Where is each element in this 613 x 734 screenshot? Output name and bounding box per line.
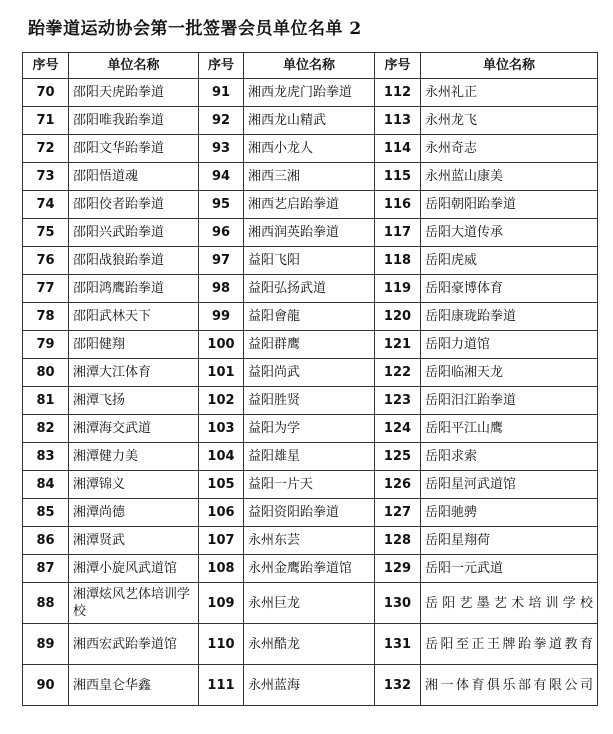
member-unit-name: 益阳胜贤 bbox=[244, 387, 375, 415]
member-number: 82 bbox=[23, 415, 69, 443]
member-number: 76 bbox=[23, 247, 69, 275]
member-unit-name: 湘潭健力美 bbox=[69, 443, 199, 471]
member-unit-name: 永州巨龙 bbox=[244, 583, 375, 624]
table-row bbox=[23, 471, 598, 499]
member-number: 110 bbox=[199, 624, 244, 665]
member-unit-name: 岳阳驰骋 bbox=[421, 499, 598, 527]
member-number: 115 bbox=[375, 163, 421, 191]
member-unit-name: 永州礼正 bbox=[421, 79, 598, 107]
table-row bbox=[23, 247, 598, 275]
member-unit-name: 湘西三湘 bbox=[244, 163, 375, 191]
page-title: 跆拳道运动协会第一批签署会员单位名单 2 bbox=[28, 19, 362, 39]
member-unit-name: 岳阳豪博体育 bbox=[421, 275, 598, 303]
member-number: 98 bbox=[199, 275, 244, 303]
table-row bbox=[23, 583, 598, 624]
member-number: 89 bbox=[23, 624, 69, 665]
member-number: 94 bbox=[199, 163, 244, 191]
member-number: 93 bbox=[199, 135, 244, 163]
member-unit-name: 湘西宏武跆拳道馆 bbox=[69, 624, 199, 665]
member-number: 92 bbox=[199, 107, 244, 135]
member-unit-name: 湘西龙山精武 bbox=[244, 107, 375, 135]
member-number: 109 bbox=[199, 583, 244, 624]
member-unit-name: 岳阳汨江跆拳道 bbox=[421, 387, 598, 415]
member-number: 84 bbox=[23, 471, 69, 499]
member-unit-name: 邵阳唯我跆拳道 bbox=[69, 107, 199, 135]
member-unit-name: 永州东芸 bbox=[244, 527, 375, 555]
table-row bbox=[23, 415, 598, 443]
member-number: 83 bbox=[23, 443, 69, 471]
member-unit-name: 湘潭贤武 bbox=[69, 527, 199, 555]
member-number: 103 bbox=[199, 415, 244, 443]
member-number: 85 bbox=[23, 499, 69, 527]
member-number: 91 bbox=[199, 79, 244, 107]
table-row bbox=[23, 135, 598, 163]
table-row bbox=[23, 443, 598, 471]
member-unit-name: 岳阳求索 bbox=[421, 443, 598, 471]
member-unit-name: 永州蓝山康美 bbox=[421, 163, 598, 191]
member-number: 129 bbox=[375, 555, 421, 583]
member-number: 70 bbox=[23, 79, 69, 107]
member-unit-name: 永州蓝海 bbox=[244, 665, 375, 706]
member-number: 118 bbox=[375, 247, 421, 275]
table-row bbox=[23, 527, 598, 555]
member-unit-name: 邵阳天虎跆拳道 bbox=[69, 79, 199, 107]
table-row bbox=[23, 275, 598, 303]
member-unit-name: 岳阳虎威 bbox=[421, 247, 598, 275]
table-row bbox=[23, 624, 598, 665]
table-row bbox=[23, 555, 598, 583]
member-unit-name: 湘潭锦义 bbox=[69, 471, 199, 499]
member-unit-name: 岳阳力道馆 bbox=[421, 331, 598, 359]
member-unit-name: 益阳尚武 bbox=[244, 359, 375, 387]
member-number: 117 bbox=[375, 219, 421, 247]
member-unit-name: 益阳弘扬武道 bbox=[244, 275, 375, 303]
member-unit-name: 岳阳临湘天龙 bbox=[421, 359, 598, 387]
member-unit-name: 邵阳战狼跆拳道 bbox=[69, 247, 199, 275]
member-number: 130 bbox=[375, 583, 421, 624]
member-number: 97 bbox=[199, 247, 244, 275]
member-unit-name: 湘潭小旋风武道馆 bbox=[69, 555, 199, 583]
member-number: 105 bbox=[199, 471, 244, 499]
member-unit-name: 岳阳康珑跆拳道 bbox=[421, 303, 598, 331]
member-number: 79 bbox=[23, 331, 69, 359]
table-row bbox=[23, 499, 598, 527]
member-unit-name: 永州金鹰跆拳道馆 bbox=[244, 555, 375, 583]
table-row bbox=[23, 79, 598, 107]
member-number: 71 bbox=[23, 107, 69, 135]
table-row bbox=[23, 163, 598, 191]
member-unit-name: 湘西龙虎门跆拳道 bbox=[244, 79, 375, 107]
member-unit-name: 益阳为学 bbox=[244, 415, 375, 443]
member-unit-name: 湘潭大江体育 bbox=[69, 359, 199, 387]
member-number: 127 bbox=[375, 499, 421, 527]
member-unit-name: 邵阳佼者跆拳道 bbox=[69, 191, 199, 219]
member-unit-name: 岳阳至正王牌跆拳道教育 bbox=[421, 624, 598, 665]
member-number: 123 bbox=[375, 387, 421, 415]
member-unit-name: 湘潭尚德 bbox=[69, 499, 199, 527]
member-number: 131 bbox=[375, 624, 421, 665]
member-unit-name: 永州酷龙 bbox=[244, 624, 375, 665]
member-number: 72 bbox=[23, 135, 69, 163]
member-unit-name: 湘一体育俱乐部有限公司 bbox=[421, 665, 598, 706]
header-unit-name: 单位名称 bbox=[421, 53, 598, 79]
member-number: 125 bbox=[375, 443, 421, 471]
header-number: 序号 bbox=[23, 53, 69, 79]
member-unit-name: 岳阳星河武道馆 bbox=[421, 471, 598, 499]
member-unit-name: 岳阳一元武道 bbox=[421, 555, 598, 583]
member-number: 81 bbox=[23, 387, 69, 415]
member-unit-name: 益阳雄星 bbox=[244, 443, 375, 471]
member-unit-name: 岳阳平江山鹰 bbox=[421, 415, 598, 443]
member-unit-name: 益阳會龍 bbox=[244, 303, 375, 331]
table-row bbox=[23, 107, 598, 135]
member-number: 126 bbox=[375, 471, 421, 499]
member-unit-name: 邵阳悟道魂 bbox=[69, 163, 199, 191]
table-row bbox=[23, 303, 598, 331]
table-row bbox=[23, 387, 598, 415]
table-row bbox=[23, 219, 598, 247]
member-unit-name: 邵阳武林天下 bbox=[69, 303, 199, 331]
member-table bbox=[22, 52, 598, 706]
member-number: 113 bbox=[375, 107, 421, 135]
member-number: 111 bbox=[199, 665, 244, 706]
member-number: 102 bbox=[199, 387, 244, 415]
member-unit-name: 岳阳大道传承 bbox=[421, 219, 598, 247]
member-number: 107 bbox=[199, 527, 244, 555]
member-unit-name: 湘潭炫风艺体培训学校 bbox=[69, 583, 199, 624]
member-unit-name: 邵阳健翔 bbox=[69, 331, 199, 359]
member-number: 101 bbox=[199, 359, 244, 387]
member-number: 116 bbox=[375, 191, 421, 219]
header-number: 序号 bbox=[199, 53, 244, 79]
member-unit-name: 邵阳文华跆拳道 bbox=[69, 135, 199, 163]
table-row bbox=[23, 191, 598, 219]
header-number: 序号 bbox=[375, 53, 421, 79]
member-number: 132 bbox=[375, 665, 421, 706]
member-number: 112 bbox=[375, 79, 421, 107]
member-number: 100 bbox=[199, 331, 244, 359]
member-unit-name: 永州奇志 bbox=[421, 135, 598, 163]
member-unit-name: 永州龙飞 bbox=[421, 107, 598, 135]
member-unit-name: 湘潭海交武道 bbox=[69, 415, 199, 443]
table-row bbox=[23, 331, 598, 359]
member-number: 121 bbox=[375, 331, 421, 359]
member-number: 99 bbox=[199, 303, 244, 331]
member-unit-name: 湘西小龙人 bbox=[244, 135, 375, 163]
member-unit-name: 益阳飞阳 bbox=[244, 247, 375, 275]
member-unit-name: 益阳资阳跆拳道 bbox=[244, 499, 375, 527]
member-number: 75 bbox=[23, 219, 69, 247]
member-number: 124 bbox=[375, 415, 421, 443]
member-number: 78 bbox=[23, 303, 69, 331]
member-number: 119 bbox=[375, 275, 421, 303]
member-number: 73 bbox=[23, 163, 69, 191]
table-row bbox=[23, 665, 598, 706]
member-unit-name: 益阳一片天 bbox=[244, 471, 375, 499]
member-unit-name: 益阳群鹰 bbox=[244, 331, 375, 359]
member-number: 104 bbox=[199, 443, 244, 471]
member-number: 95 bbox=[199, 191, 244, 219]
member-number: 122 bbox=[375, 359, 421, 387]
member-number: 106 bbox=[199, 499, 244, 527]
header-unit-name: 单位名称 bbox=[69, 53, 199, 79]
member-unit-name: 湘西润英跆拳道 bbox=[244, 219, 375, 247]
member-number: 86 bbox=[23, 527, 69, 555]
member-number: 77 bbox=[23, 275, 69, 303]
member-number: 108 bbox=[199, 555, 244, 583]
member-unit-name: 湘潭飞扬 bbox=[69, 387, 199, 415]
member-unit-name: 岳阳艺墨艺术培训学校 bbox=[421, 583, 598, 624]
member-unit-name: 岳阳朝阳跆拳道 bbox=[421, 191, 598, 219]
header-unit-name: 单位名称 bbox=[244, 53, 375, 79]
member-number: 96 bbox=[199, 219, 244, 247]
member-unit-name: 湘西艺启跆拳道 bbox=[244, 191, 375, 219]
member-unit-name: 邵阳兴武跆拳道 bbox=[69, 219, 199, 247]
member-number: 114 bbox=[375, 135, 421, 163]
member-unit-name: 湘西皇仑华鑫 bbox=[69, 665, 199, 706]
member-number: 128 bbox=[375, 527, 421, 555]
member-number: 87 bbox=[23, 555, 69, 583]
member-number: 90 bbox=[23, 665, 69, 706]
member-number: 74 bbox=[23, 191, 69, 219]
member-number: 80 bbox=[23, 359, 69, 387]
member-number: 120 bbox=[375, 303, 421, 331]
header-row bbox=[23, 53, 598, 79]
member-unit-name: 邵阳鸿鹰跆拳道 bbox=[69, 275, 199, 303]
table-row bbox=[23, 359, 598, 387]
member-number: 88 bbox=[23, 583, 69, 624]
member-unit-name: 岳阳星翔荷 bbox=[421, 527, 598, 555]
